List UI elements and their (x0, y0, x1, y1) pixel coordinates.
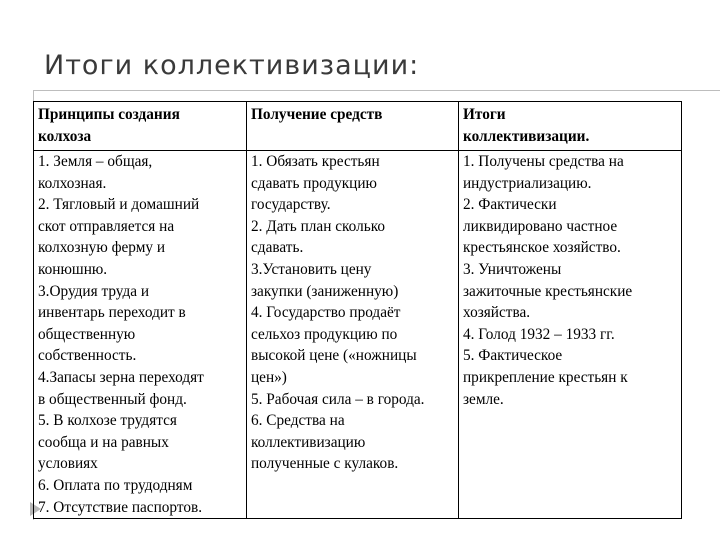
cell-text-line: государству. (251, 196, 331, 214)
cell-text-line: сообща и на равных (38, 433, 169, 451)
header-results (459, 102, 682, 151)
cell-text-line: хозяйства. (463, 304, 531, 322)
cell-text-line: 4. Государство продаёт (251, 304, 401, 322)
cell-text-line: скот отправляется на (38, 217, 175, 235)
cell-text-line: 5. Рабочая сила – в города. (251, 390, 425, 408)
cell-text-line: 6. Оплата по трудодням (38, 476, 193, 494)
cell-text-line: земле. (463, 390, 504, 408)
cell-text-line: колхозная. (38, 174, 107, 192)
cell-text-line: в общественный фонд. (38, 390, 187, 408)
cell-text-line: крестьянское хозяйство. (463, 239, 621, 257)
cell-results (459, 151, 682, 519)
header-text-line: коллективизации. (463, 127, 590, 145)
cell-text-line: 6. Средства на (251, 412, 345, 430)
cell-text-line: колхозную ферму и (38, 239, 166, 257)
cell-text-line: цен») (251, 368, 287, 386)
cell-text-line: зажиточные крестьянские (463, 282, 633, 300)
cell-text-line: сельхоз продукцию по (251, 325, 398, 343)
cell-text-line: сдавать. (251, 239, 304, 257)
cell-text-line: 4.Запасы зерна переходят (38, 368, 204, 386)
cell-text-line: общественную (38, 325, 136, 343)
cell-text-line: 3.Установить цену (251, 260, 372, 278)
cell-text-line: закупки (заниженную) (251, 282, 399, 300)
header-text-line: колхоза (38, 127, 92, 145)
header-text-line: Принципы создания (38, 106, 180, 123)
table-header-row (34, 102, 682, 151)
cell-text-line: 1. Обязать крестьян (251, 153, 380, 170)
cell-text-line: 3. Уничтожены (463, 260, 562, 278)
cell-text-line: индустриализацию. (463, 174, 592, 192)
cell-text-line: 4. Голод 1932 – 1933 гг. (463, 325, 615, 343)
cell-text-line: конюшню. (38, 260, 108, 278)
cell-text-line: собственность. (38, 347, 137, 365)
cell-text-line: инвентарь переходит в (38, 304, 186, 322)
cell-text-line: сдавать продукцию (251, 174, 377, 192)
cell-text-line: полученные с кулаков. (251, 455, 399, 473)
title-divider (33, 90, 720, 91)
cell-text-line: прикрепление крестьян к (463, 368, 628, 386)
cell-text-line: 2. Дать план сколько (251, 217, 386, 235)
collectivization-table (33, 101, 682, 519)
cell-text-line: 7. Отсутствие паспортов. (38, 498, 203, 516)
cell-text-line: ликвидировано частное (463, 217, 618, 235)
cell-text-line: 1. Получены средства на (463, 153, 624, 170)
cell-text-line: условиях (38, 455, 98, 473)
header-text-line: Итоги (463, 106, 506, 123)
cell-text-line: высокой цене («ножницы (251, 347, 417, 365)
cell-text-line: коллективизацию (251, 433, 366, 451)
cell-principles (34, 151, 247, 519)
cell-text-line: 3.Орудия труда и (38, 282, 150, 300)
header-funding (247, 102, 459, 151)
cell-text-line: 5. В колхозе трудятся (38, 412, 177, 430)
cell-text-line: 2. Фактически (463, 196, 557, 214)
header-text-line: Получение средств (251, 106, 383, 123)
header-principles (34, 102, 247, 151)
cell-text-line: 1. Земля – общая, (38, 153, 153, 170)
cell-text-line: 2. Тягловый и домашний (38, 196, 200, 214)
cell-text-line: 5. Фактическое (463, 347, 563, 365)
slide-title: Итоги коллективизации: (44, 50, 420, 81)
cell-funding (247, 151, 459, 519)
table-row (34, 151, 682, 519)
